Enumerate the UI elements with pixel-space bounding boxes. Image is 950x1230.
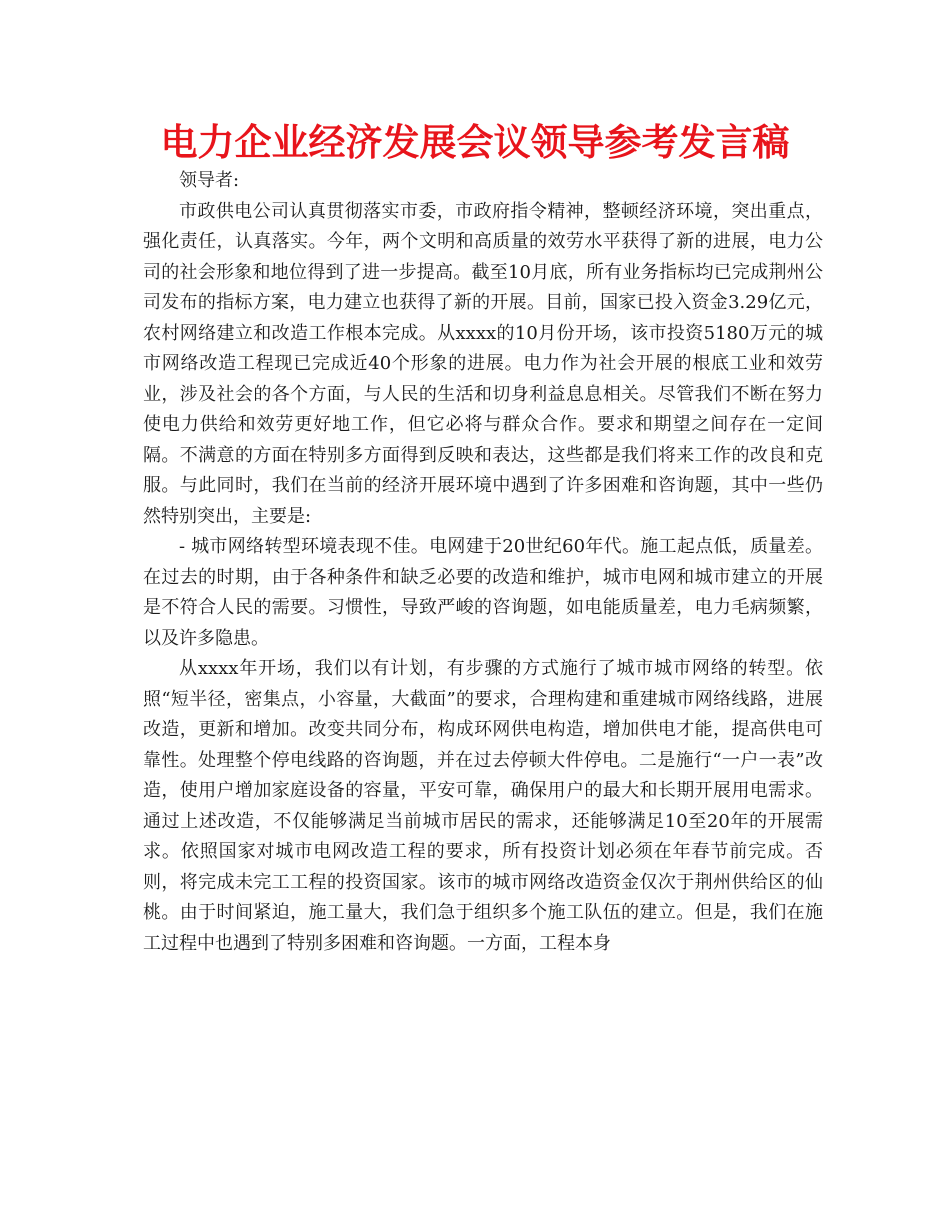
paragraph-3: 从xxxx年开场，我们以有计划，有步骤的方式施行了城市城市网络的转型。依照“短半径，密集点，小容量，大截面”的要求，合理构建和重建城市网络线路，进展改造，更新和增加。改变共同分布，构成环网供电构造，增加供电才能，提高供电可靠性。处理整个停电线路的咨询题，并在过去停顿大件停电。二是施行“一户一表”改造，使用户增加家庭设备的容量，平安可靠，确保用户的最大和长期开展用电需求。通过上述改造，不仅能够满足当前城市居民的需求，还能够满足10至20年的开展需求。依照国家对城市电网改造工程的要求，所有投资计划必须在年春节前完成。否则，将完成未完工工程的投资国家。该市的城市网络改造资金仅次于荆州供给区的仙桃。由于时间紧迫，施工量大，我们急于组织多个施工队伍的建立。但是，我们在施工过程中也遇到了特别多困难和咨询题。一方面，工程本身 [143,658,823,954]
paragraph-2: - 城市网络转型环境表现不佳。电网建于20世纪60年代。施工起点低，质量差。在过去的时期，由于各种条件和缺乏必要的改造和维护，城市电网和城市建立的开展是不符合人民的需要。习惯性，导致严峻的咨询题，如电能质量差，电力毛病频繁，以及许多隐患。 [143,536,823,649]
document-title: 电力企业经济发展会议领导参考发言稿 [160,121,790,164]
document-body [143,166,823,959]
salutation: 领导者: [179,170,240,191]
paragraph-1: 市政供电公司认真贯彻落实市委，市政府指令精神，整顿经济环境，突出重点，强化责任，认真落实。今年，两个文明和高质量的效劳水平获得了新的进展，电力公司的社会形象和地位得到了进一步提高。截至10月底，所有业务指标均已完成荆州公司发布的指标方案，电力建立也获得了新的开展。目前，国家已投入资金3.29亿元，农村网络建立和改造工作根本完成。从xxxx的10月份开场，该市投资5180万元的城市网络改造工程现已完成近40个形象的进展。电力作为社会开展的根底工业和效劳业，涉及社会的各个方面，与人民的生活和切身利益息息相关。尽管我们不断在努力使电力供给和效劳更好地工作，但它必将与群众合作。要求和期望之间存在一定间隔。不满意的方面在特别多方面得到反映和表达，这些都是我们将来工作的改良和克服。与此同时，我们在当前的经济开展环境中遇到了许多困难和咨询题，其中一些仍然特别突出，主要是: [143,200,823,527]
